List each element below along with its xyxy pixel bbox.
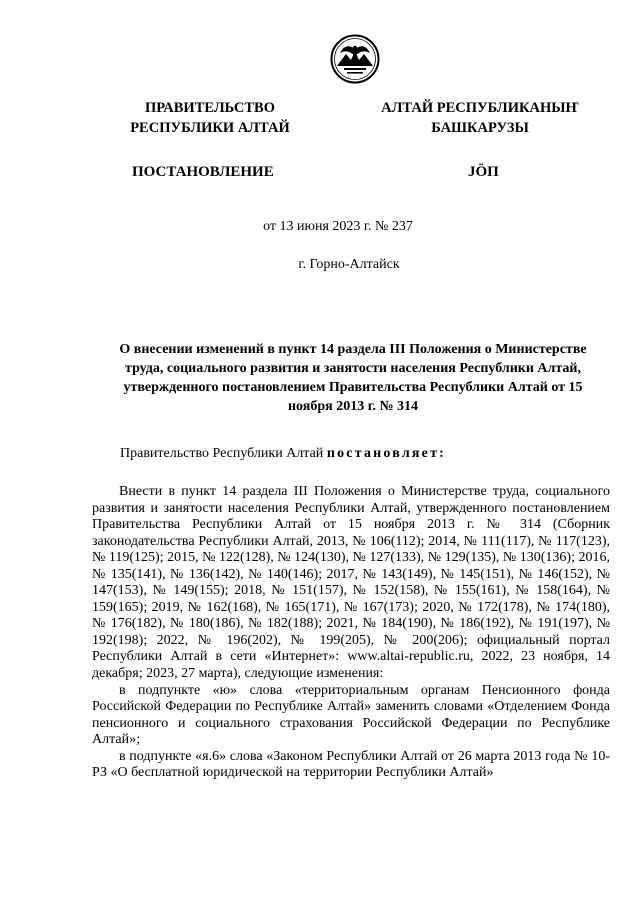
header-left-block (112, 98, 308, 138)
body-paragraph: в подпункте «ю» слова «территориальным органам Пенсионного фонда Российской Федерации по Республике Алтай» заменить словами «Отделением Фонда пенсионного и социального страхования Российской Федерации по Республике Алтай»; (92, 682, 610, 748)
document-kind-altai: JӦП (468, 164, 499, 180)
decree-line (120, 446, 446, 462)
document-body (92, 484, 610, 782)
header-left-line2: РЕСПУБЛИКИ АЛТАЙ (130, 120, 290, 136)
header-right-line1: АЛТАЙ РЕСПУБЛИКАНЫҤ (381, 100, 579, 116)
header-right-line2: БАШКАРУЗЫ (431, 120, 529, 136)
body-paragraph: в подпункте «я.6» слова «Законом Республики Алтай от 26 марта 2013 года № 10-РЗ «О бесплатной юридической на территории Республики Алтай» (92, 748, 610, 781)
header-right-block (380, 98, 580, 138)
decree-verb: постановляет: (326, 446, 447, 461)
document-date-number: от 13 июня 2023 г. № 237 (263, 219, 413, 234)
document-city: г. Горно-Алтайск (298, 257, 400, 272)
body-paragraph: Внести в пункт 14 раздела III Положения о Министерстве труда, социального развития и занятости населения Республики Алтай, утвержденного постановлением Правительства Республики Алтай от 15 ноября 2013 г. № 314 (Сборник законодательства Республики Алтай, 2013, № 106(112); 2014, № 111(117), № 117(123), № 119(125); 2015, № 122(128), № 124(130), № 127(133), № 129(135), № 130(136); 2016, № 135(141), № 136(142), № 140(146); 2017, № 143(149), № 145(151), № 146(152), № 147(153), № 149(155); 2018, № 151(157), № 152(158), № 155(161), № 158(164), № 159(165); 2019, № 162(168), № 165(171), № 167(173); 2020, № 172(178), № 174(180), № 176(182), № 180(186), № 182(188); 2021, № 184(190), № 186(192), № 191(197), № 192(198); 2022, № 196(202), № 199(205), № 200(206); официальный портал Республики Алтай в сети «Интернет»: www.altai-republic.ru, 2022, 23 ноября, 14 декабря; 2023, 27 марта), следующие изменения: (92, 484, 610, 682)
header-left-line1: ПРАВИТЕЛЬСТВО (145, 100, 275, 116)
document-kind-russian: ПОСТАНОВЛЕНИЕ (132, 164, 274, 180)
coat-of-arms-emblem (330, 34, 380, 84)
document-title: О внесении изменений в пункт 14 раздела III Положения о Министерстве труда, социального развития и занятости населения Республики Алтай, утвержденного постановлением Правительства Республики Алтай от 15 ноября 2013 г. № 314 (119, 342, 587, 414)
decree-prefix: Правительство Республики Алтай (120, 446, 327, 461)
